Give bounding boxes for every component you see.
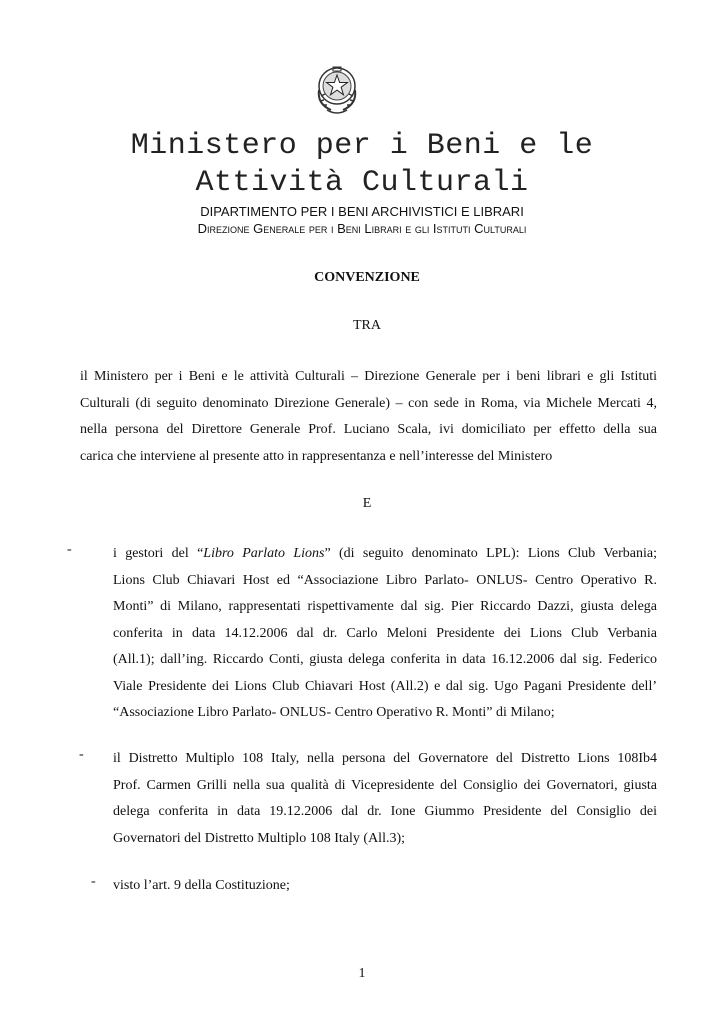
paragraph-line: nella persona del Direttore Generale Prof. Luciano Scala, ivi domiciliato per effetto della sua bbox=[80, 422, 657, 437]
paragraph-line: carica che interviene al presente atto in rappresentanza e nell’interesse del Ministero bbox=[80, 448, 553, 464]
paragraph-line: Viale Presidente dei Lions Club Chiavari Host (All.2) e dal sig. Ugo Pagani Presidente dell’ bbox=[113, 678, 657, 694]
party1-paragraph bbox=[80, 364, 657, 470]
list-item-lpl-managers bbox=[113, 541, 657, 727]
list-bullet: - bbox=[79, 747, 84, 762]
paragraph-line: il Ministero per i Beni e le attività Culturali – Direzione Generale per i beni librari e gli Istituti bbox=[80, 369, 657, 384]
paragraph-line: delega conferita in data 19.12.2006 dal dr. Ione Giummo Presidente del Consiglio dei bbox=[113, 804, 657, 819]
list-item-constitution bbox=[113, 873, 657, 900]
paragraph-line: visto l’art. 9 della Costituzione; bbox=[113, 878, 290, 893]
list-item-district bbox=[113, 746, 657, 852]
ministry-title-line1: Ministero per i Beni e le bbox=[130, 129, 594, 163]
between-label: TRA bbox=[353, 318, 381, 333]
paragraph-line: Prof. Carmen Grilli nella sua qualità di Vicepresidente del Consiglio dei Governatori, giusta bbox=[113, 777, 657, 793]
paragraph-line: Monti” di Milano, rappresentati rispettivamente dal sig. Pier Riccardo Dazzi, giusta delega bbox=[113, 599, 657, 614]
paragraph-line: “Associazione Libro Parlato- ONLUS- Centro Operativo R. Monti” di Milano; bbox=[113, 705, 555, 720]
document-title: CONVENZIONE bbox=[314, 270, 420, 285]
republic-emblem-icon bbox=[313, 60, 361, 118]
paragraph-line: Lions Club Chiavari Host ed “Associazione Libro Parlato- ONLUS- Centro Operativo R. bbox=[113, 572, 657, 588]
paragraph-line: i gestori del “Libro Parlato Lions” (di seguito denominato LPL): Lions Club Verbania; bbox=[113, 546, 657, 561]
ministry-title-line2: Attività Culturali bbox=[195, 166, 529, 200]
list-bullet: - bbox=[67, 542, 72, 557]
department-title: DIPARTIMENTO PER I BENI ARCHIVISTICI E LIBRARI bbox=[200, 204, 524, 219]
paragraph-line: Culturali (di seguito denominato Direzione Generale) – con sede in Roma, via Michele Mercati 4, bbox=[80, 395, 657, 411]
page-number: 1 bbox=[358, 966, 366, 981]
paragraph-line: conferita in data 14.12.2006 dal dr. Carlo Meloni Presidente dei Lions Club Verbania bbox=[113, 625, 657, 641]
directorate-title: Direzione Generale per i Beni Librari e gli Istituti Culturali bbox=[197, 221, 527, 236]
paragraph-line: il Distretto Multiplo 108 Italy, nella persona del Governatore del Distretto Lions 108Ib4 bbox=[113, 751, 657, 766]
paragraph-line: (All.1); dall’ing. Riccardo Conti, giusta delega conferita in data 16.12.2006 dal sig. Federico bbox=[113, 652, 657, 667]
paragraph-line: Governatori del Distretto Multiplo 108 Italy (All.3); bbox=[113, 830, 406, 846]
list-bullet: - bbox=[91, 874, 96, 889]
and-label: E bbox=[362, 496, 372, 511]
